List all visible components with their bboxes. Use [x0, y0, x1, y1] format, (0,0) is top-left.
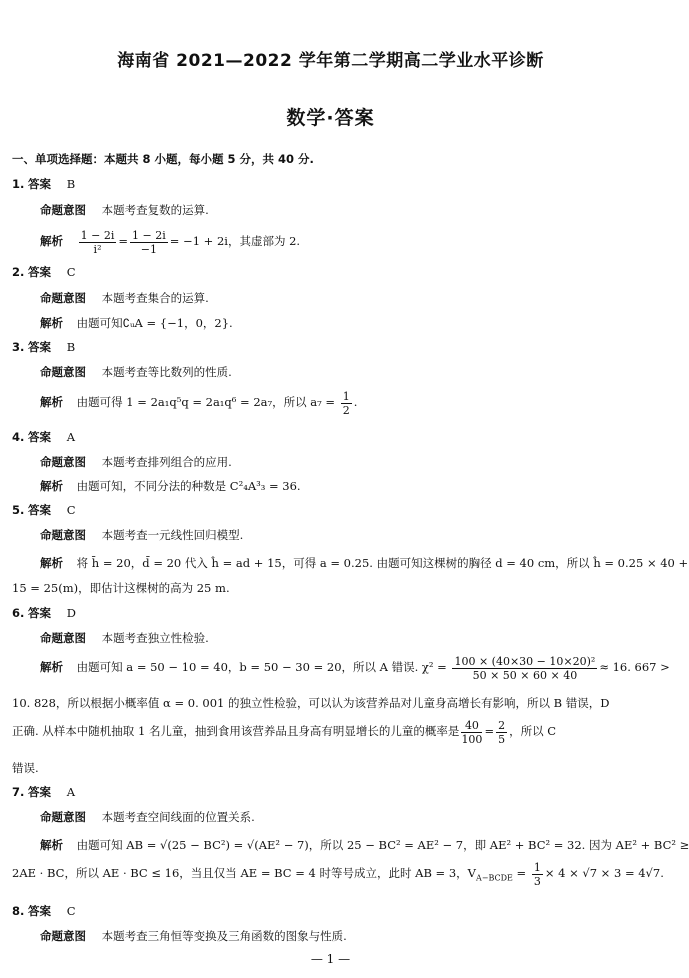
q3-intent-line [40, 365, 232, 379]
q2-number: 2. [12, 265, 25, 279]
q3-fraction: $\frac{1}{2}$ [342, 389, 350, 417]
analysis-label: 解析 [40, 660, 63, 674]
equals-sign: = [484, 724, 495, 738]
intent-label: 命题意图 [40, 929, 86, 943]
q7-answer-line [12, 785, 75, 799]
intent-label: 命题意图 [40, 203, 86, 217]
q4-analysis: 由题可知，不同分法的种数是 C²₄A³₃ = 36. [76, 479, 301, 493]
page-number: — 1 — [310, 952, 351, 966]
intent-label: 命题意图 [40, 365, 86, 379]
q5-analysis-line-2: 15 = 25(m)，即估计这棵树的高为 25 m. [12, 581, 230, 595]
q3-analysis: 由题可得 1 = 2a₁q⁵q = 2a₁q⁶ = 2a₇，所以 a₇ = [76, 395, 336, 409]
q1-fraction-1: $\frac{1 - 2i}{\text{i²}}$ [80, 228, 115, 256]
intent-label: 命题意图 [40, 291, 86, 305]
q6-answer-line [12, 606, 76, 620]
q6-intent-line [40, 631, 209, 645]
q4-answer: A [66, 430, 75, 444]
q1-intent-line [40, 203, 209, 217]
q6-answer: D [66, 606, 76, 620]
analysis-label: 解析 [40, 479, 63, 493]
equals-sign: = [512, 866, 527, 880]
analysis-label: 解析 [40, 316, 63, 330]
q8-intent-line [40, 929, 347, 943]
q6-analysis-line-3 [12, 718, 556, 746]
q4-answer-line [12, 430, 75, 444]
q1-intent: 本题考查复数的运算. [101, 203, 209, 217]
q6-analysis-1-tail: ≈ 16. 667 > [599, 660, 670, 674]
q7-number: 7. [12, 785, 25, 799]
q6-fraction-1: $\frac{40}{100}$ [461, 718, 483, 746]
q2-intent: 本题考查集合的运算. [101, 291, 209, 305]
q1-answer: B [66, 177, 76, 191]
answer-label: 答案 [28, 503, 52, 517]
q5-intent: 本题考查一元线性回归模型. [101, 528, 244, 542]
q6-intent: 本题考查独立性检验. [101, 631, 209, 645]
intent-label: 命题意图 [40, 455, 86, 469]
q8-answer: C [66, 904, 76, 918]
q7-analysis-1: 由题可知 AB = √(25 − BC²) = √(AE² − 7)，所以 25 − BC² = AE² − 7，即 AE² + BC² = 32. 因为 AE² + BC² ≥ [76, 838, 689, 852]
q2-analysis: 由题可知∁ᵤA = {−1，0，2}. [76, 316, 233, 330]
q7-analysis-line-2 [12, 860, 664, 891]
q5-analysis-line-1 [40, 556, 688, 570]
q5-number: 5. [12, 503, 25, 517]
analysis-label: 解析 [40, 395, 63, 409]
answer-label: 答案 [28, 177, 52, 191]
document-title: 海南省 2021—2022 学年第二学期高二学业水平诊断 [117, 51, 544, 71]
q2-intent-line [40, 291, 209, 305]
q5-answer: C [66, 503, 76, 517]
answer-label: 答案 [28, 785, 52, 799]
q6-analysis-line-4: 错误. [12, 761, 39, 775]
q3-analysis-tail: . [353, 395, 358, 409]
q6-number: 6. [12, 606, 25, 620]
q6-analysis-3: 正确. 从样本中随机抽取 1 名儿童，抽到食用该营养品且身高有明显增长的儿童的概率是 [12, 724, 460, 738]
q7-intent-line [40, 810, 255, 824]
answer-label: 答案 [28, 265, 52, 279]
answer-label: 答案 [28, 606, 52, 620]
intent-label: 命题意图 [40, 810, 86, 824]
q6-chi-square-fraction: $\frac{\text{100 × (40×30 − 10×20)²}}{50 \times 50 \times 60 \times 40}$ [454, 654, 596, 682]
q7-analysis-line-1 [40, 838, 689, 852]
q3-number: 3. [12, 340, 25, 354]
q3-intent: 本题考查等比数列的性质. [101, 365, 232, 379]
analysis-label: 解析 [40, 556, 63, 570]
q7-analysis-2: 2AE · BC，所以 AE · BC ≤ 16，当且仅当 AE = BC = 4 时等号成立，此时 AB = 3，V [12, 866, 476, 880]
q8-intent: 本题考查三角恒等变换及三角函数的图象与性质. [101, 929, 347, 943]
q7-answer: A [66, 785, 75, 799]
q3-answer-line [12, 340, 75, 354]
q1-analysis-tail: = −1 + 2i，其虚部为 2. [169, 234, 301, 248]
q7-volume-subscript: A−BCDE [475, 873, 513, 883]
q7-analysis-2-tail: × 4 × √7 × 3 = 4√7. [544, 866, 664, 880]
q7-fraction: $\frac{1}{3}$ [533, 860, 541, 888]
answer-label: 答案 [28, 340, 52, 354]
intent-label: 命题意图 [40, 528, 86, 542]
q6-analysis-3-tail: ，所以 C [509, 724, 557, 738]
q6-fraction-2: $\frac{2}{5}$ [498, 718, 506, 746]
q2-analysis-line [40, 316, 233, 330]
q2-answer-line [12, 265, 76, 279]
section-heading: 一、单项选择题：本题共 8 小题，每小题 5 分，共 40 分. [12, 152, 314, 166]
answer-label: 答案 [28, 430, 52, 444]
q1-fraction-2: $\frac{1 - 2i}{-1}$ [132, 228, 166, 256]
q3-answer: B [66, 340, 76, 354]
q7-intent: 本题考查空间线面的位置关系. [101, 810, 255, 824]
q5-analysis-1: 将 h̄ = 20，d̄ = 20 代入 ĥ = ad + 15，可得 a = 0.25. 由题可知这棵树的胸径 d = 40 cm，所以 ĥ = 0.25 × 40 + [76, 556, 689, 570]
intent-label: 命题意图 [40, 631, 86, 645]
q6-analysis-line-2: 10. 828，所以根据小概率值 α = 0. 001 的独立性检验，可以认为该营养品对儿童身高增长有影响，所以 B 错误，D [12, 696, 610, 710]
analysis-label: 解析 [40, 234, 63, 248]
q5-answer-line [12, 503, 76, 517]
q5-intent-line [40, 528, 243, 542]
q1-number: 1. [12, 177, 25, 191]
q1-answer-line [12, 177, 75, 191]
q3-analysis-line [40, 389, 357, 417]
q8-answer-line [12, 904, 76, 918]
q8-number: 8. [12, 904, 25, 918]
q6-analysis-1: 由题可知 a = 50 − 10 = 40，b = 50 − 30 = 20，所以 A 错误. χ² = [76, 660, 447, 674]
q2-answer: C [66, 265, 76, 279]
q4-number: 4. [12, 430, 25, 444]
analysis-label: 解析 [40, 838, 63, 852]
document-subtitle: 数学·答案 [286, 107, 375, 129]
q4-analysis-line [40, 479, 301, 493]
q1-analysis-line: 解析 $\frac{1 - 2i}{\text{i²}}$ = $\frac{1 - 2i}{-1}$ = −1 + 2i，其虚部为 2. [40, 228, 301, 256]
answer-label: 答案 [28, 904, 52, 918]
q4-intent-line [40, 455, 232, 469]
q4-intent: 本题考查排列组合的应用. [101, 455, 232, 469]
q6-analysis-line-1 [40, 654, 670, 682]
